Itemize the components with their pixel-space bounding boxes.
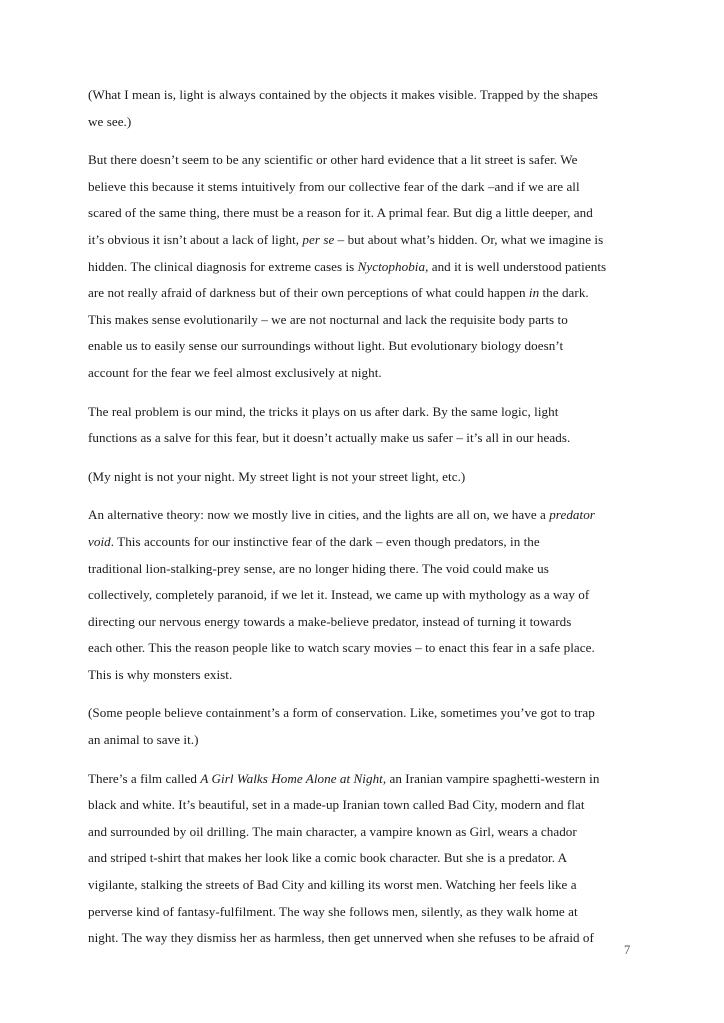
italic-text-run: Nyctophobia (357, 258, 426, 274)
text-line (88, 109, 640, 136)
text-line (88, 662, 640, 689)
text-run: (What I mean is, light is always contained by the objects it makes visible. Trapped by the shapes (88, 87, 598, 102)
text-line (88, 727, 640, 754)
text-run: scared of the same thing, there must be a reason for it. A primal fear. But dig a little deeper, and (88, 205, 593, 221)
text-line (88, 254, 640, 281)
italic-text-run: void (88, 533, 111, 549)
text-line (88, 819, 640, 846)
text-line (88, 425, 640, 452)
text-run: believe this because it stems intuitively from our collective fear of the dark –and if we are all (88, 178, 580, 194)
text-line (88, 925, 640, 952)
italic-text-run: in (528, 285, 540, 301)
text-line (88, 766, 640, 793)
text-line (88, 529, 640, 556)
text-run: But there doesn’t seem to be any scientific or other hard evidence that a lit street is safer. We (88, 152, 578, 168)
text-run: night. The way they dismiss her as harmless, then get unnerved when she refuses to be afraid of (88, 930, 594, 946)
text-line (88, 582, 640, 609)
text-line (88, 635, 640, 662)
paragraph (88, 700, 640, 753)
text-run: There’s a film called (88, 770, 201, 786)
text-line (88, 280, 640, 307)
text-run: functions as a salve for this fear, but it doesn’t actually make us safer – it’s all in our heads. (88, 430, 571, 446)
text-run: account for the fear we feel almost exclusively at night. (88, 364, 382, 380)
italic-text-run: predator (549, 507, 595, 523)
text-line (88, 899, 640, 926)
text-run: , and it is well understood patients (425, 258, 607, 274)
text-line (88, 333, 640, 360)
text-run: . This accounts for our instinctive fear of the dark – even though predators, in the (110, 533, 540, 549)
text-run: and striped t-shirt that makes her look like a comic book character. But she is a predator. A (88, 850, 568, 866)
text-line (88, 464, 640, 491)
text-run: collectively, completely paranoid, if we let it. Instead, we came up with mythology as a way of (88, 587, 590, 603)
text-run: it’s obvious it isn’t about a lack of light, (88, 231, 303, 247)
text-run: an animal to save it.) (88, 732, 199, 748)
text-line (88, 147, 640, 174)
text-run: This makes sense evolutionarily – we are not nocturnal and lack the requisite body parts to (88, 311, 568, 327)
text-run: (Some people believe containment’s a form of conservation. Like, sometimes you’ve got to trap (88, 705, 595, 721)
text-run: and surrounded by oil drilling. The main character, a vampire known as Girl, wears a chador (88, 823, 577, 839)
italic-text-run: per se (302, 231, 335, 247)
paragraph (88, 82, 640, 135)
text-run: each other. This the reason people like to watch scary movies – to enact this fear in a safe place. (88, 640, 595, 656)
paragraph (88, 766, 640, 952)
text-line (88, 556, 640, 583)
text-run: the dark. (539, 285, 589, 301)
page-number: 7 (624, 943, 631, 957)
text-run: An alternative theory: now we mostly live in cities, and the lights are all on, we have a (88, 507, 550, 523)
text-line (88, 174, 640, 201)
paragraph (88, 464, 640, 491)
text-run: perverse kind of fantasy-fulfilment. The way she follows men, silently, as they walk home at (88, 903, 578, 919)
text-run: traditional lion-stalking-prey sense, are no longer hiding there. The void could make us (88, 560, 549, 576)
text-run: This is why monsters exist. (88, 666, 233, 682)
text-run: are not really afraid of darkness but of their own perceptions of what could happen (88, 285, 529, 301)
paragraph (88, 502, 640, 688)
text-run: – but about what’s hidden. Or, what we imagine is (334, 231, 604, 247)
italic-text-run: A Girl Walks Home Alone at Night, (200, 770, 387, 786)
text-run: The real problem is our mind, the tricks it plays on us after dark. By the same logic, light (88, 403, 559, 419)
text-run: vigilante, stalking the streets of Bad City and killing its worst men. Watching her feels like a (88, 877, 577, 893)
text-line (88, 872, 640, 899)
text-line (88, 360, 640, 387)
paragraph (88, 399, 640, 452)
body-text (88, 82, 640, 964)
text-run: directing our nervous energy towards a make-believe predator, instead of turning it towards (88, 613, 572, 629)
text-line (88, 700, 640, 727)
text-run: enable us to easily sense our surroundings without light. But evolutionary biology doesn’t (88, 338, 564, 354)
text-run: hidden. The clinical diagnosis for extreme cases is (88, 258, 358, 274)
text-run: an Iranian vampire spaghetti-western in (386, 770, 600, 786)
text-line (88, 227, 640, 254)
text-run: we see.) (88, 113, 132, 129)
text-line (88, 502, 640, 529)
text-line (88, 399, 640, 426)
text-run: (My night is not your night. My street light is not your street light, etc.) (88, 468, 466, 484)
text-line (88, 307, 640, 334)
text-line (88, 845, 640, 872)
text-line (88, 609, 640, 636)
paragraph (88, 147, 640, 386)
text-line (88, 82, 640, 109)
text-line (88, 792, 640, 819)
text-run: black and white. It’s beautiful, set in a made-up Iranian town called Bad City, modern and flat (88, 797, 585, 813)
text-line (88, 200, 640, 227)
